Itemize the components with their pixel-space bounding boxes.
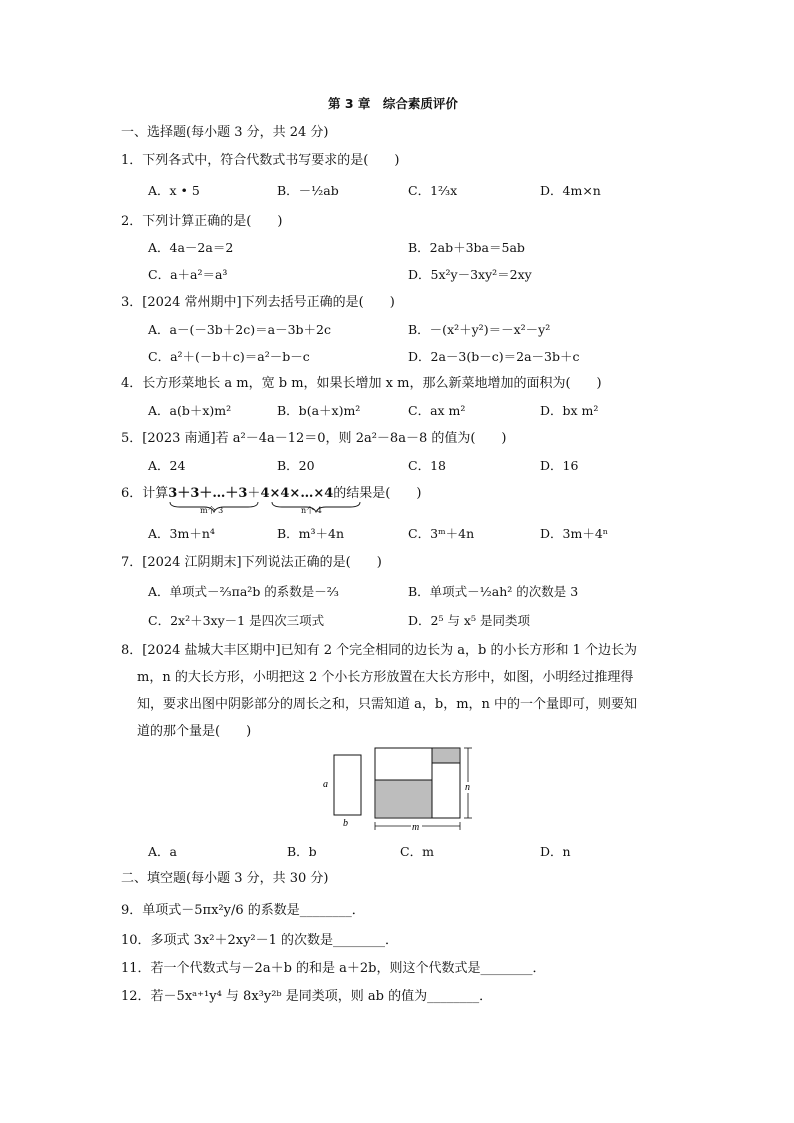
label-b: b: [343, 818, 348, 829]
q2-option-d[interactable]: D．5x²y－3xy²＝2xy: [408, 267, 532, 282]
q6-stem-end: 的结果是( ): [333, 486, 422, 501]
q5-option-a[interactable]: A．24: [148, 458, 186, 473]
q6-option-c[interactable]: C．3ᵐ＋4n: [408, 526, 475, 541]
q1-option-a[interactable]: A．x • 5: [148, 183, 200, 198]
q7-option-c[interactable]: C．2x²＋3xy－1 是四次三项式: [148, 613, 325, 628]
q5-option-b[interactable]: B．20: [277, 458, 315, 473]
q7-option-b[interactable]: B．单项式－½ah² 的次数是 3: [408, 584, 579, 599]
page-title: 第 3 章 综合素质评价: [328, 96, 458, 111]
q1-option-c[interactable]: C．1⅔x: [408, 183, 458, 198]
q1-option-d[interactable]: D．4m×n: [540, 183, 601, 198]
q3-option-c[interactable]: C．a²＋(－b＋c)＝a²－b－c: [148, 349, 310, 364]
question-7-stem: 7．[2024 江阴期末]下列说法正确的是( ): [121, 555, 382, 570]
q8-option-d[interactable]: D．n: [540, 844, 571, 859]
q6-stem-start: 6．计算: [121, 486, 169, 501]
section-heading-choice: 一、选择题(每小题 3 分，共 24 分): [121, 125, 329, 140]
q6-expr-sum: 3＋3＋…＋3: [168, 486, 248, 501]
q1-option-b[interactable]: B．－½ab: [277, 183, 339, 198]
label-a: a: [323, 779, 328, 790]
shaded-top-right: [432, 748, 460, 763]
q2-option-a[interactable]: A．4a－2a＝2: [148, 240, 234, 255]
question-1-stem: 1．下列各式中，符合代数式书写要求的是( ): [121, 153, 400, 168]
question-5-stem: 5．[2023 南通]若 a²－4a－12＝0，则 2a²－8a－8 的值为( ): [121, 431, 507, 446]
label-m: m: [412, 822, 420, 833]
question-4-stem: 4．长方形菜地长 a m，宽 b m，如果长增加 x m，那么新菜地增加的面积为( ): [121, 376, 602, 391]
q6-brace-label-product: n个 4: [301, 506, 322, 515]
q2-option-b[interactable]: B．2ab＋3ba＝5ab: [408, 240, 525, 255]
q6-option-b[interactable]: B．m³＋4n: [277, 526, 345, 541]
q2-option-c[interactable]: C．a＋a²＝a³: [148, 267, 228, 282]
question-9: 9．单项式－5πx²y/6 的系数是________．: [121, 903, 365, 918]
question-12: 12．若－5xᵃ⁺¹y⁴ 与 8x³y²ᵇ 是同类项，则 ab 的值为________．: [121, 989, 493, 1004]
q4-option-a[interactable]: A．a(b＋x)m²: [148, 403, 232, 418]
q3-option-d[interactable]: D．2a－3(b－c)＝2a－3b＋c: [408, 349, 580, 364]
q4-option-d[interactable]: D．bx m²: [540, 403, 599, 418]
q4-option-c[interactable]: C．ax m²: [408, 403, 466, 418]
q8-option-c[interactable]: C．m: [400, 844, 434, 859]
question-8-line-3: 知，要求出图中阴影部分的周长之和，只需知道 a，b，m，n 中的一个量即可，则要知: [137, 697, 638, 712]
q3-option-a[interactable]: A．a－(－3b＋2c)＝a－3b＋2c: [148, 322, 332, 337]
small-rectangle: [334, 755, 361, 815]
q8-option-b[interactable]: B．b: [287, 844, 317, 859]
question-8-line-4: 道的那个量是( ): [137, 724, 252, 739]
question-11: 11．若一个代数式与－2a＋b 的和是 a＋2b，则这个代数式是________．: [121, 961, 546, 976]
q3-option-b[interactable]: B．－(x²＋y²)＝－x²－y²: [408, 322, 551, 337]
question-2-stem: 2．下列计算正确的是( ): [121, 214, 283, 229]
question-3-stem: 3．[2024 常州期中]下列去括号正确的是( ): [121, 295, 395, 310]
q7-option-a[interactable]: A．单项式－⅔πa²b 的系数是－⅔: [148, 584, 339, 599]
q5-option-d[interactable]: D．16: [540, 458, 579, 473]
q6-option-d[interactable]: D．3m＋4ⁿ: [540, 526, 609, 541]
q8-figure: [318, 744, 478, 834]
question-8-line-1: 8．[2024 盐城大丰区期中]已知有 2 个完全相同的边长为 a，b 的小长方形和 1 个边长为: [121, 643, 638, 658]
section-heading-fill: 二、填空题(每小题 3 分，共 30 分): [121, 871, 329, 886]
label-n: n: [465, 782, 470, 793]
q6-brace-label-sum: m个 3: [200, 506, 224, 515]
question-10: 10．多项式 3x²＋2xy²－1 的次数是________．: [121, 933, 399, 948]
q8-option-a[interactable]: A．a: [148, 844, 177, 859]
shaded-left: [375, 780, 432, 818]
question-8-line-2: m，n 的大长方形，小明把这 2 个小长方形放置在大长方形中，如图，小明经过推理得: [137, 670, 634, 685]
q6-plus: ＋: [247, 486, 261, 501]
q5-option-c[interactable]: C．18: [408, 458, 446, 473]
q6-expr-product: 4×4×…×4: [260, 486, 334, 501]
q7-option-d[interactable]: D．2⁵ 与 x⁵ 是同类项: [408, 613, 530, 628]
q6-option-a[interactable]: A．3m＋n⁴: [148, 526, 215, 541]
q4-option-b[interactable]: B．b(a＋x)m²: [277, 403, 361, 418]
